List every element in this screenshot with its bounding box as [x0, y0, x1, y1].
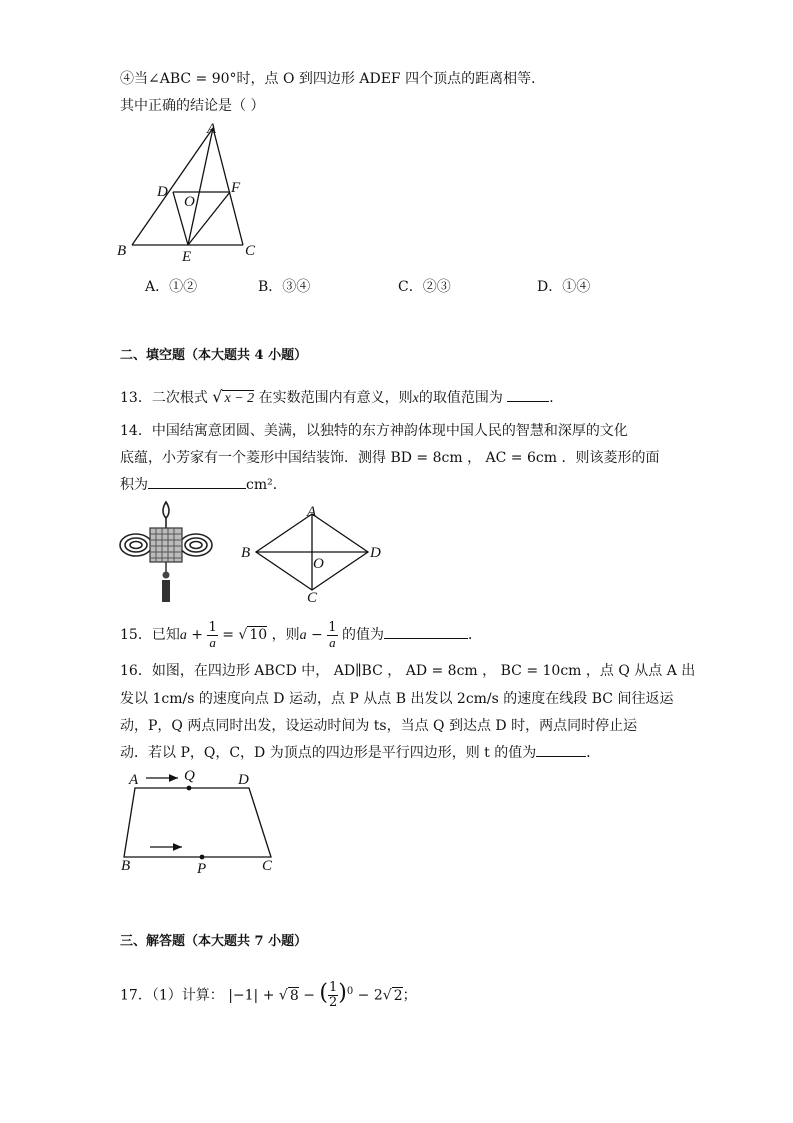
q12-stem: 其中正确的结论是（ ） — [120, 98, 265, 114]
figure-q12-triangle — [110, 118, 270, 263]
quadrilateral-abcd — [124, 788, 271, 857]
label-e: E — [182, 249, 192, 263]
label-c: C — [262, 858, 273, 874]
question-16-line-1: 16．如图，在四边形 ABCD 中， AD∥BC ， AD = 8cm ， BC = 10cm ，点 Q 从点 A 出 — [120, 663, 696, 679]
option-d: D．①④ — [537, 279, 591, 295]
label-c: C — [245, 243, 256, 259]
q12-item-4: ④当∠ABC = 90°时，点 O 到四边形 ADEF 四个顶点的距离相等． — [120, 71, 546, 87]
label-b: B — [117, 243, 127, 259]
label-d: D — [370, 545, 381, 561]
question-13: 13．二次根式 √ x − 2 在实数范围内有意义，则x的取值范围为 ． — [120, 387, 564, 406]
label-d: D — [157, 184, 168, 200]
label-a: A — [129, 772, 139, 788]
chinese-knot-image — [116, 500, 216, 605]
question-16-line-4: 动．若以 P，Q，C，D 为顶点的四边形是平行四边形，则 t 的值为 ． — [120, 742, 600, 762]
option-a: A．①② — [145, 279, 198, 295]
label-d: D — [238, 772, 249, 788]
figure-q16-quadrilateral — [112, 766, 292, 878]
question-14-line-2: 底蕴，小芳家有一个菱形中国结装饰．测得 BD = 8cm ， AC = 6cm ．则该菱形的面 — [120, 450, 660, 466]
section-title-solve: 三、解答题（本大题共 7 小题） — [120, 934, 308, 949]
label-p: P — [197, 861, 207, 877]
label-o: O — [313, 556, 324, 572]
label-a: A — [207, 121, 217, 137]
question-14-line-1: 14．中国结寓意团圆、美满，以独特的东方神韵体现中国人民的智慧和深厚的文化 — [120, 423, 628, 439]
section-title-fill-in: 二、填空题（本大题共 4 小题） — [120, 348, 308, 363]
question-16-line-3: 动，P，Q 两点同时出发，设运动时间为 ts，当点 Q 到达点 D 时，两点同时停止运 — [120, 718, 638, 734]
question-17: 17．（1）计算： |−1| + √ 8 − ( $\frac{1}{2}$ )$^0$ − 2√ 2； — [120, 980, 417, 1011]
label-b: B — [121, 858, 131, 874]
question-15: 15．已知a + $\frac{1}{a}$ = √ 10 ，则a − $\frac{1}{a}$ 的值为 ． — [120, 619, 482, 650]
option-b: B．③④ — [258, 279, 311, 295]
label-o: O — [184, 194, 195, 210]
label-f: F — [231, 180, 241, 196]
question-14-line-3: 积为 cm²． — [120, 474, 287, 494]
point-p — [200, 855, 205, 860]
option-c: C．②③ — [398, 279, 451, 295]
point-q — [187, 786, 192, 791]
label-q: Q — [184, 768, 195, 784]
figure-q14-rhombus — [235, 502, 395, 607]
label-b: B — [241, 545, 251, 561]
label-c: C — [307, 590, 318, 606]
label-a: A — [307, 504, 317, 520]
question-16-line-2: 发以 1cm/s 的速度向点 D 运动，点 P 从点 B 出发以 2cm/s 的速度在线段 BC 间往返运 — [120, 691, 674, 707]
